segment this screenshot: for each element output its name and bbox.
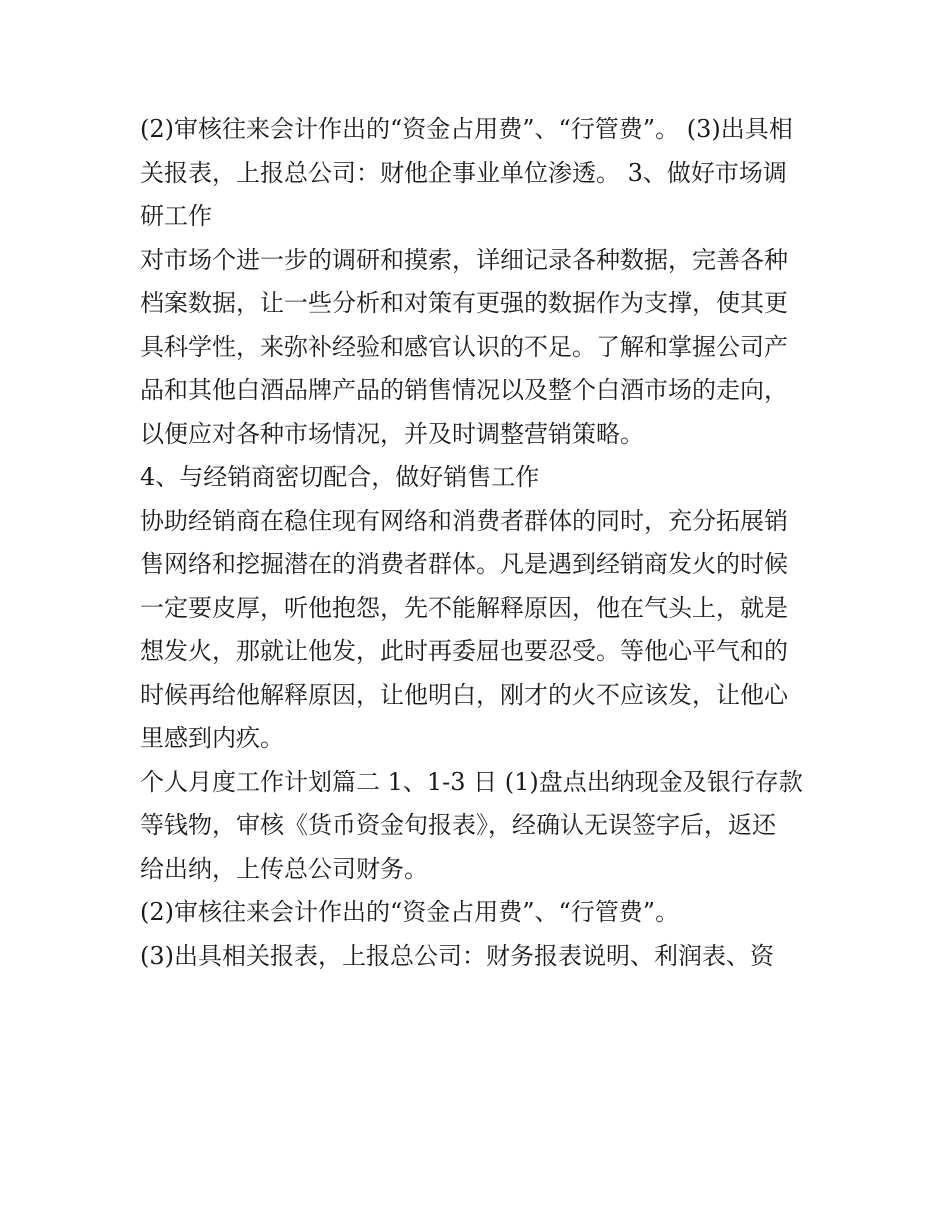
text-line: 一定要皮厚，听他抱怨，先不能解释原因，他在气头上，就是 [140,593,788,622]
document-body [140,108,830,978]
text-line: 对市场个进一步的调研和摸索，详细记录各种数据，完善各种 [140,245,788,274]
text-line: 关报表，上报总公司：财他企事业单位渗透。 3、做好市场调 [140,158,787,187]
text-line: 给出纳，上传总公司财务。 [140,854,428,883]
text-line: 4、与经销商密切配合，做好销售工作 [140,463,540,491]
text-line: 档案数据，让一些分析和对策有更强的数据作为支撑，使其更 [140,289,788,317]
text-line: (2)审核往来会计作出的“资金占用费”、“行管费”。 [140,898,680,926]
text-line: (2)审核往来会计作出的“资金占用费”、“行管费”。 (3)出具相 [140,115,793,143]
text-line: 以便应对各种市场情况，并及时调整营销策略。 [140,419,644,448]
text-line: 售网络和挖掘潜在的消费者群体。凡是遇到经销商发火的时候 [140,550,788,578]
text-line: 等钱物，审核《货币资金旬报表》，经确认无误签字后，返还 [140,811,776,839]
text-line: 具科学性，来弥补经验和感官认识的不足。了解和掌握公司产 [140,332,788,361]
text-line: 想发火，那就让他发，此时再委屈也要忍受。等他心平气和的 [140,637,788,665]
text-line: 协助经销商在稳住现有网络和消费者群体的同时，充分拓展销 [140,506,788,535]
text-line: (3)出具相关报表，上报总公司：财务报表说明、利润表、资 [140,941,774,970]
text-line: 个人月度工作计划篇二 1、1-3 日 (1)盘点出纳现金及银行存款 [140,767,803,796]
text-line: 品和其他白酒品牌产品的销售情况以及整个白酒市场的走向， [140,376,788,404]
text-line: 里感到内疚。 [140,724,284,752]
text-line: 研工作 [140,202,212,230]
text-line: 时候再给他解释原因，让他明白，刚才的火不应该发，让他心 [140,680,788,709]
